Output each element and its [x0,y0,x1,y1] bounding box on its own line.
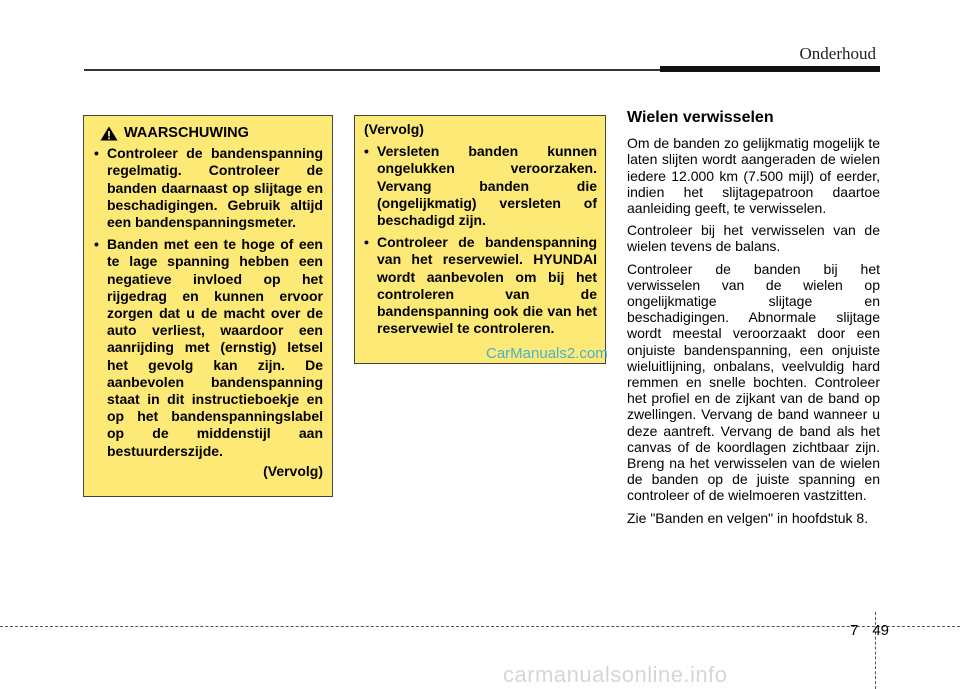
article-paragraph: Om de banden zo gelijkmatig mogelijk te laten slijten wordt aangeraden de wielen iedere 12.000 km (7.500 mijl) of eerder, indien het slijtagepatroon daartoe aanleiding geeft, te verwisselen. [627,135,880,217]
warning-item: • Banden met een te hoge of een te lage spanning hebben een negatieve invloed op het rijgedrag en kunnen ervoor zorgen dat u de macht over de auto verliest, waardoor een aanrijding met (ernstig) letsel het gevolg kan zijn. De aanbevolen bandenspanning staat in dit instructieboekje en op het bandenspanningslabel op de middenstijl aan bestuurderszijde. [94,236,323,460]
continuation-list [364,143,597,337]
continued-label: (Vervolg) [263,462,323,479]
warning-triangle-icon [100,126,118,141]
article-paragraph: Zie "Banden en velgen" in hoofdstuk 8. [627,509,869,526]
warning-item: • Controleer de bandenspanning regelmatig. Controleer de banden daarnaast op slijtage en beschadigingen. Gebruik altijd een bandenspanningsmeter. [94,145,323,231]
watermark-bottom: carmanualsonline.info [503,662,728,687]
article-title: Wielen verwisselen [627,109,774,126]
watermark-center: CarManuals2.com [486,345,608,362]
warning-header [100,125,323,142]
continuation-heading: (Vervolg) [364,121,424,137]
page-number [850,622,889,639]
warning-item: • Versleten banden kunnen ongelukken veroorzaken. Vervang banden die (ongelijkmatig) versleten of beschadigd zijn. [364,143,597,229]
article [627,110,880,532]
warning-title: WAARSCHUWING [124,125,249,141]
footer-dashed-rule [0,626,960,627]
article-paragraph: Controleer bij het verwisselen van de wielen tevens de balans. [627,222,880,255]
header-rule-thin [84,69,662,71]
header-rule-thick [660,66,880,72]
section-title: Onderhoud [799,44,876,63]
warning-list [94,145,323,460]
continuation-box [354,115,606,364]
warning-item: • Controleer de bandenspanning van het reservewiel. HYUNDAI wordt aanbevolen om bij het controleren van de bandenspanning ook die van het reservewiel te controleren. [364,234,597,337]
article-paragraph: Controleer de banden bij het verwisselen van de wielen op ongelijkmatige slijtage en beschadigingen. Abnormale slijtage wordt meestal veroorzaakt door een onjuiste bandenspanning, een onjuiste wieluitlijning, onbalans, veelvuldig hard remmen en snelle bochten. Controleer het profiel en de zijkant van de band op zwellingen. Vervang de band wanneer u deze aantreft. Vervang de band als het canvas of de koordlagen zichtbaar zijn. Breng na het verwisselen van de wielen de banden op de juiste spanning en controleer of de wielmoeren vastzitten. [627,260,880,504]
chapter-number: 7 [850,622,859,639]
page-number-value: 49 [872,622,890,639]
warning-box [83,115,333,497]
